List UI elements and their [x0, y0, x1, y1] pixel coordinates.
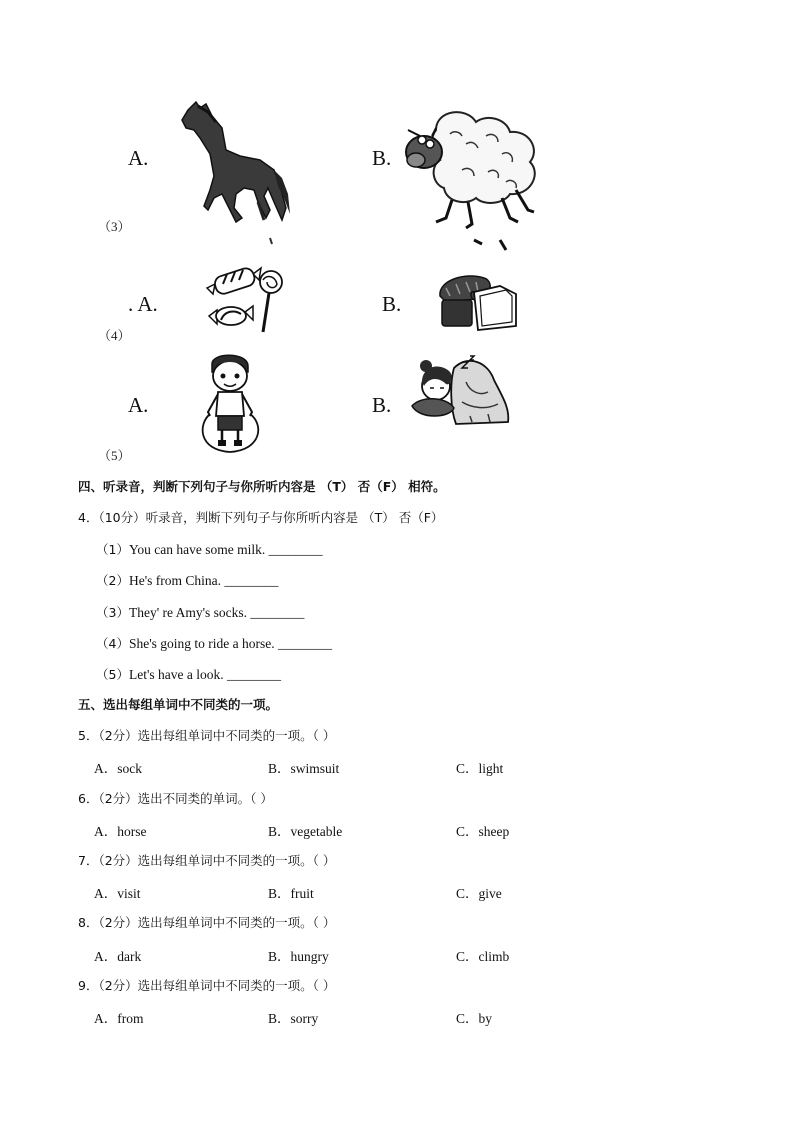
- q9-choice-b[interactable]: B．sorry: [268, 1011, 319, 1026]
- item-text: They' re Amy's socks. ________: [128, 605, 305, 620]
- list-item: [96, 633, 332, 652]
- q3-option-a-label: A.: [128, 146, 149, 170]
- section4-heading: 四、听录音，判断下列句子与你所听内容是 （T） 否（F） 相符。: [78, 479, 446, 494]
- q8-choice-c[interactable]: C．climb: [456, 949, 510, 964]
- list-item: [96, 539, 323, 558]
- q7-choice-b[interactable]: B．fruit: [268, 886, 314, 901]
- candy-picture: [205, 262, 285, 336]
- boy-skipping-picture: [198, 350, 268, 456]
- list-item: [96, 602, 304, 621]
- q6-choice-a[interactable]: A．horse: [94, 824, 147, 839]
- item-number: （2）: [96, 573, 129, 588]
- q4-number: （4）: [98, 328, 131, 343]
- q8-choice-a[interactable]: A．dark: [94, 949, 142, 964]
- q3-number: （3）: [98, 219, 131, 234]
- question-7-stem: 7．（2分）选出每组单词中不同类的一项。（ ）: [78, 853, 336, 868]
- q6-choice-b[interactable]: B．vegetable: [268, 824, 343, 839]
- q6-choice-c[interactable]: C．sheep: [456, 824, 510, 839]
- question-6-stem: 6．（2分）选出不同类的单词。（ ）: [78, 791, 273, 806]
- question-8-stem: 8．（2分）选出每组单词中不同类的一项。（ ）: [78, 915, 336, 930]
- q5-choice-a[interactable]: A．sock: [94, 761, 142, 776]
- q8-choice-b[interactable]: B．hungry: [268, 949, 329, 964]
- question-9-stem: 9．（2分）选出每组单词中不同类的一项。（ ）: [78, 978, 336, 993]
- bread-picture: [436, 270, 520, 334]
- item-text: She's going to ride a horse. ________: [128, 636, 332, 651]
- q3-option-b-label: B.: [372, 146, 392, 170]
- question-5-stem: 5．（2分）选出每组单词中不同类的一项。（ ）: [78, 728, 336, 743]
- q7-choice-a[interactable]: A．visit: [94, 886, 141, 901]
- item-text: Let's have a look. ________: [128, 667, 281, 682]
- item-number: （1）: [96, 542, 129, 557]
- q5-number: （5）: [98, 448, 131, 463]
- item-number: （5）: [96, 667, 129, 682]
- q5-option-a-label: A.: [128, 393, 149, 417]
- list-item: [96, 664, 281, 683]
- q4-option-a-label: . A.: [128, 292, 158, 316]
- q4-option-b-label: B.: [382, 292, 402, 316]
- horse-picture: [178, 98, 293, 248]
- sheep-picture: [406, 100, 546, 260]
- item-text: He's from China. ________: [128, 573, 279, 588]
- section5-heading: 五、选出每组单词中不同类的一项。: [78, 697, 279, 712]
- q5-choice-b[interactable]: B．swimsuit: [268, 761, 340, 776]
- q5-option-b-label: B.: [372, 393, 392, 417]
- item-number: （4）: [96, 636, 129, 651]
- q5-choice-c[interactable]: C．light: [456, 761, 504, 776]
- question-4-stem: 4．（10分）听录音，判断下列句子与你所听内容是 （T） 否（F）: [78, 510, 444, 525]
- item-number: （3）: [96, 605, 129, 620]
- item-text: You can have some milk. ________: [128, 542, 323, 557]
- q9-choice-a[interactable]: A．from: [94, 1011, 144, 1026]
- list-item: [96, 570, 278, 589]
- girl-sleeping-picture: [410, 352, 514, 428]
- q7-choice-c[interactable]: C．give: [456, 886, 502, 901]
- q9-choice-c[interactable]: C．by: [456, 1011, 493, 1026]
